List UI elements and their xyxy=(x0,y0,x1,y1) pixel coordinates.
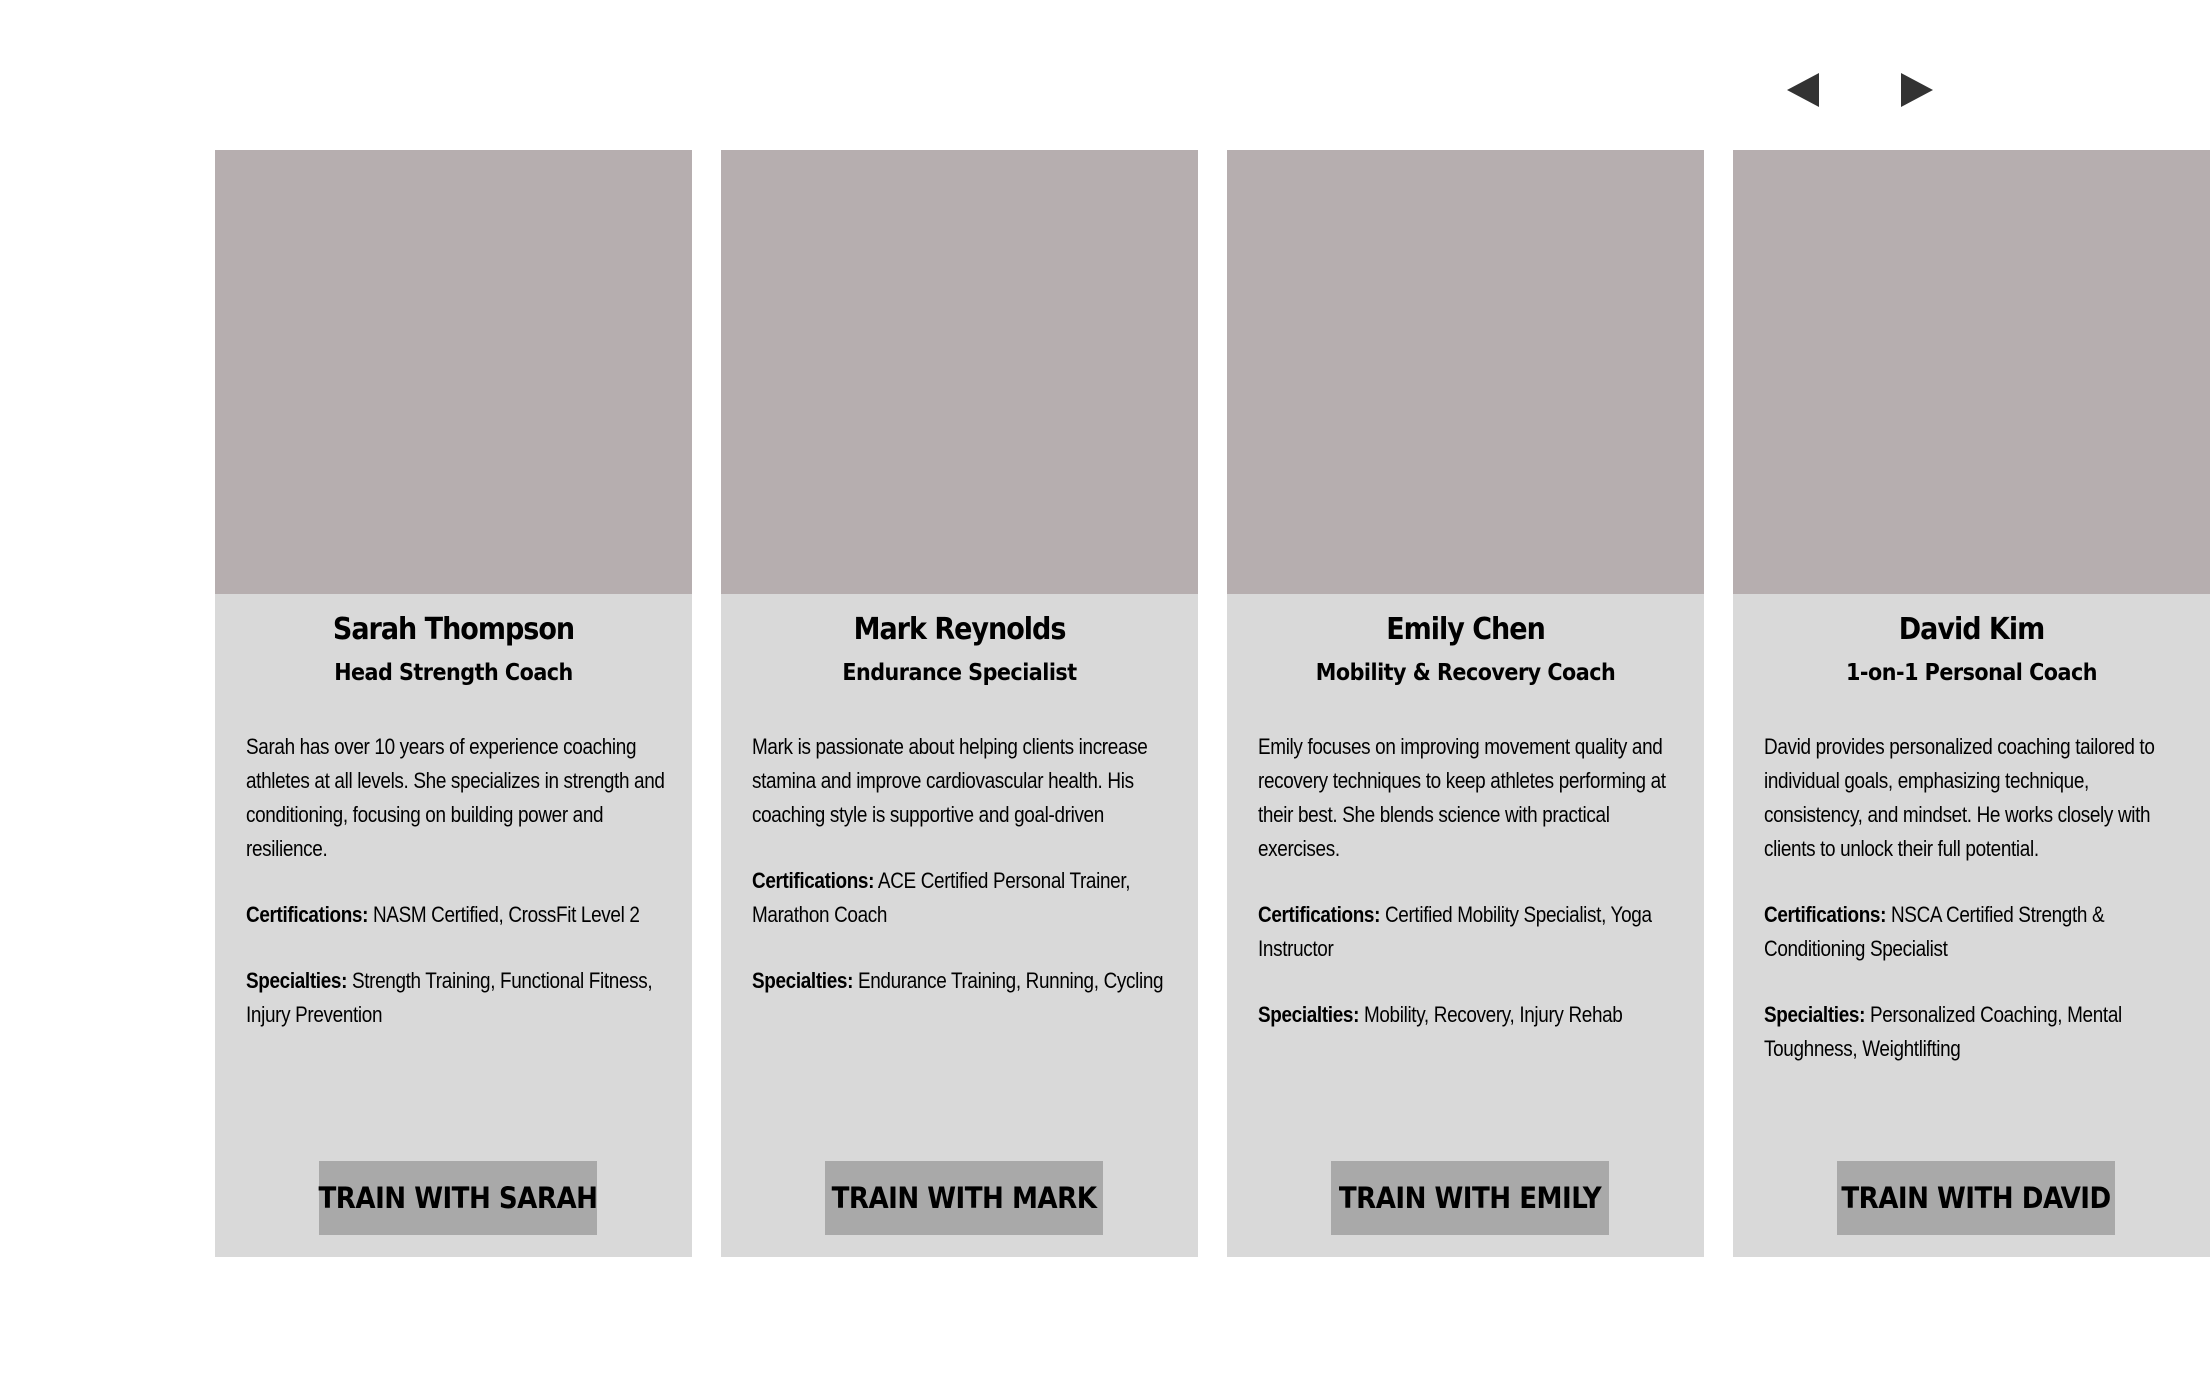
coach-bio: David provides personalized coaching tailored to individual goals, emphasizing technique, consistency, and mindset. He works closely with clients to unlock their full potential. xyxy=(1764,734,2155,861)
coach-bio: Mark is passionate about helping clients increase stamina and improve cardiovascular health. His coaching style is supportive and goal-driven xyxy=(752,734,1148,827)
coach-certifications xyxy=(246,898,666,932)
certifications-label: Certifications: xyxy=(1258,902,1381,927)
specialties-label: Specialties: xyxy=(246,968,348,993)
coach-role: Head Strength Coach xyxy=(334,660,573,686)
specialties-label: Specialties: xyxy=(1258,1002,1360,1027)
coach-photo-placeholder xyxy=(215,150,692,594)
coach-photo-placeholder xyxy=(1733,150,2210,594)
carousel-next-button[interactable] xyxy=(1897,70,1937,110)
coach-card xyxy=(1733,150,2210,1257)
coach-details xyxy=(752,730,1172,998)
coach-card xyxy=(215,150,692,1257)
coach-details xyxy=(1764,730,2184,1066)
certifications-value: NASM Certified, CrossFit Level 2 xyxy=(372,902,640,927)
train-with-sarah-button[interactable] xyxy=(319,1161,597,1235)
coach-card xyxy=(721,150,1198,1257)
coach-details xyxy=(246,730,666,1032)
certifications-value: Certified Mobility Specialist, Yoga Instructor xyxy=(1258,902,1652,961)
certifications-label: Certifications: xyxy=(752,868,875,893)
coach-card xyxy=(1227,150,1704,1257)
train-with-david-button[interactable] xyxy=(1837,1161,2115,1235)
cta-label: TRAIN WITH DAVID xyxy=(1841,1181,2111,1215)
coach-certifications xyxy=(1258,898,1678,966)
certifications-value: ACE Certified Personal Trainer, Marathon Coach xyxy=(752,868,1131,927)
coach-carousel xyxy=(0,150,2155,1260)
train-with-emily-button[interactable] xyxy=(1331,1161,1609,1235)
left-triangle-icon xyxy=(1786,72,1820,108)
coach-bio: Sarah has over 10 years of experience coaching athletes at all levels. She specializes in strength and conditioning, focusing on building power and resilience. xyxy=(246,734,665,861)
cta-label: TRAIN WITH MARK xyxy=(831,1181,1097,1215)
right-triangle-icon xyxy=(1900,72,1934,108)
coach-specialties xyxy=(1258,998,1678,1032)
coach-certifications xyxy=(1764,898,2184,966)
specialties-value: Mobility, Recovery, Injury Rehab xyxy=(1363,1002,1623,1027)
coach-name: Mark Reynolds xyxy=(853,612,1066,647)
coach-name: Sarah Thompson xyxy=(332,612,575,647)
coach-specialties xyxy=(246,964,666,1032)
cta-label: TRAIN WITH SARAH xyxy=(318,1181,598,1215)
specialties-label: Specialties: xyxy=(752,968,854,993)
cta-label: TRAIN WITH EMILY xyxy=(1338,1181,1602,1215)
train-with-mark-button[interactable] xyxy=(825,1161,1103,1235)
specialties-value: Strength Training, Functional Fitness, Injury Prevention xyxy=(246,968,653,1027)
coach-bio: Emily focuses on improving movement quality and recovery techniques to keep athletes performing at their best. She blends science with practical exercises. xyxy=(1258,734,1666,861)
coach-photo-placeholder xyxy=(1227,150,1704,594)
coach-card-track xyxy=(215,150,2210,1257)
coach-role: 1-on-1 Personal Coach xyxy=(1846,660,2097,686)
coach-name: Emily Chen xyxy=(1386,612,1545,647)
specialties-value: Personalized Coaching, Mental Toughness, Weightlifting xyxy=(1764,1002,2122,1061)
carousel-prev-button[interactable] xyxy=(1783,70,1823,110)
specialties-label: Specialties: xyxy=(1764,1002,1866,1027)
specialties-value: Endurance Training, Running, Cycling xyxy=(857,968,1164,993)
coach-specialties xyxy=(1764,998,2184,1066)
coach-specialties xyxy=(752,964,1172,998)
coach-role: Endurance Specialist xyxy=(842,660,1077,686)
coach-photo-placeholder xyxy=(721,150,1198,594)
certifications-label: Certifications: xyxy=(246,902,369,927)
coach-name: David Kim xyxy=(1898,612,2045,647)
certifications-label: Certifications: xyxy=(1764,902,1887,927)
certifications-value: NSCA Certified Strength & Conditioning Specialist xyxy=(1764,902,2105,961)
coach-details xyxy=(1258,730,1678,1032)
coach-certifications xyxy=(752,864,1172,932)
coach-role: Mobility & Recovery Coach xyxy=(1315,660,1616,686)
